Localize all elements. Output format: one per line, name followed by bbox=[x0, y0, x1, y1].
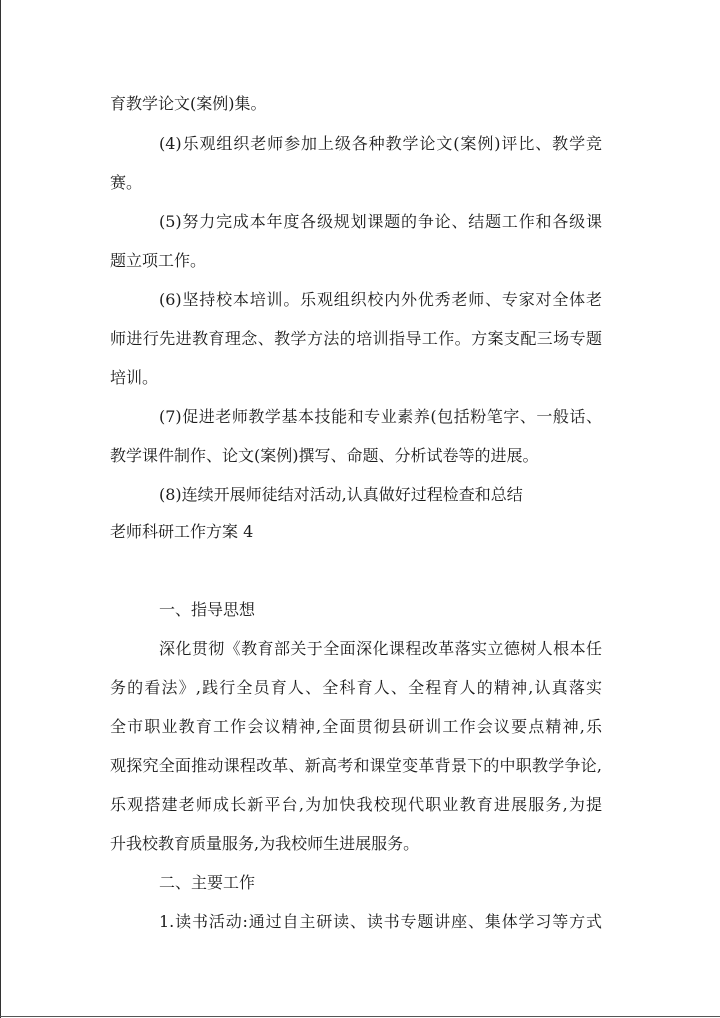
text-line: 升我校教育质量服务,为我校师生进展服务。 bbox=[110, 834, 420, 853]
text-line: 务的看法》,践行全员育人、全科育人、全程育人的精神,认真落实 bbox=[110, 678, 602, 697]
text-line: (4)乐观组织老师参加上级各种教学论文(案例)评比、教学竞 bbox=[159, 134, 602, 153]
section-title: 老师科研工作方案 4 bbox=[110, 522, 254, 541]
text-line: 培训。 bbox=[110, 368, 159, 387]
text-line: (7)促进老师教学基本技能和专业素养(包括粉笔字、一般话、 bbox=[159, 407, 602, 426]
text-line: 观探究全面推动课程改革、新高考和课堂变革背景下的中职教学争论, bbox=[110, 756, 602, 775]
text-line: 1.读书活动:通过自主研读、读书专题讲座、集体学习等方式 bbox=[159, 912, 602, 931]
text-line: 师进行先进教育理念、教学方法的培训指导工作。方案支配三场专题 bbox=[110, 329, 602, 348]
text-line: 教学课件制作、论文(案例)撰写、命题、分析试卷等的进展。 bbox=[110, 446, 539, 465]
heading-guiding-thought: 一、指导思想 bbox=[159, 600, 256, 619]
page-bottom-border bbox=[0, 1016, 720, 1017]
text-line: 赛。 bbox=[110, 173, 143, 192]
text-line: (6)坚持校本培训。乐观组织校内外优秀老师、专家对全体老 bbox=[159, 290, 602, 309]
text-line: 全市职业教育工作会议精神,全面贯彻县研训工作会议要点精神,乐 bbox=[110, 717, 602, 736]
text-line: 深化贯彻《教育部关于全面深化课程改革落实立德树人根本任 bbox=[159, 639, 602, 658]
heading-main-work: 二、主要工作 bbox=[159, 873, 256, 892]
text-line: 育教学论文(案例)集。 bbox=[110, 94, 267, 113]
text-line: 乐观搭建老师成长新平台,为加快我校现代职业教育进展服务,为提 bbox=[110, 795, 602, 814]
text-line: (8)连续开展师徒结对活动,认真做好过程检查和总结 bbox=[159, 485, 523, 504]
text-line: 题立项工作。 bbox=[110, 251, 207, 270]
page-left-border bbox=[0, 0, 1, 1018]
text-line: (5)努力完成本年度各级规划课题的争论、结题工作和各级课 bbox=[159, 212, 602, 231]
